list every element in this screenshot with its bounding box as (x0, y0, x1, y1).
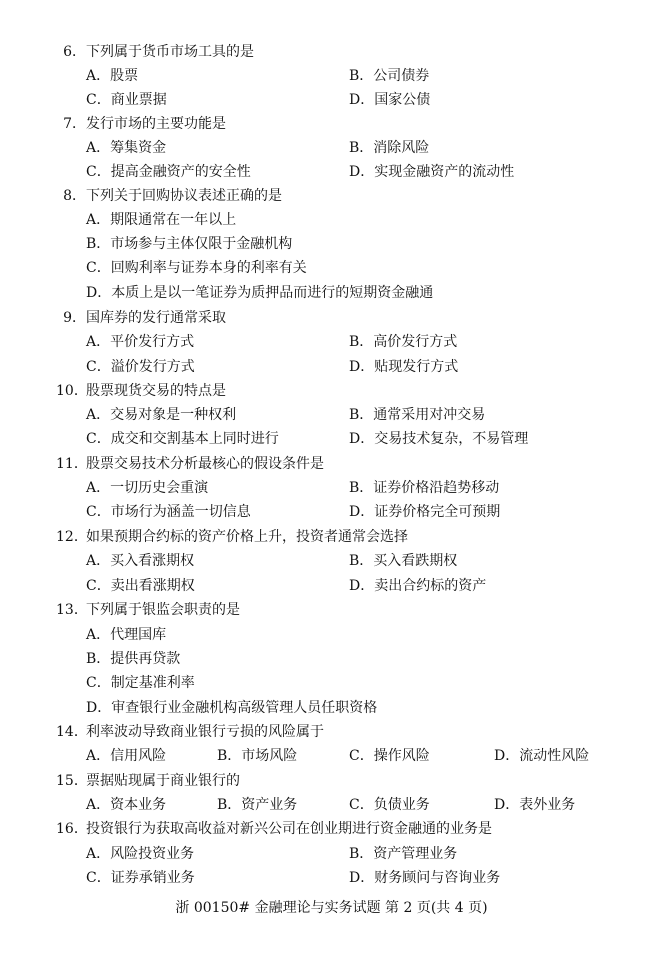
option-a: A．筹集资金 (86, 140, 167, 156)
question-text: 股票交易技术分析最核心的假设条件是 (86, 456, 324, 472)
option-c: C．证券承销业务 (86, 870, 195, 886)
question-number: 16． (56, 821, 88, 837)
option-d: D．交易技术复杂，不易管理 (349, 431, 529, 447)
question-number: 14． (56, 724, 88, 740)
option-c: C．操作风险 (349, 748, 430, 764)
option-a: A．期限通常在一年以上 (86, 212, 237, 228)
option-a: A．一切历史会重演 (86, 480, 209, 496)
option-d: D．实现金融资产的流动性 (349, 164, 515, 180)
option-b: B．通常采用对冲交易 (349, 407, 486, 423)
question-8 (56, 186, 282, 206)
question-number: 8． (63, 188, 86, 204)
option-c: C．卖出看涨期权 (86, 578, 195, 594)
question-7 (56, 114, 226, 134)
option-b: B．证券价格沿趋势移动 (349, 480, 500, 496)
question-text: 下列属于银监会职责的是 (86, 602, 240, 618)
option-a: A．风险投资业务 (86, 846, 195, 862)
option-b: B．买入看跌期权 (349, 553, 458, 569)
option-a: A．买入看涨期权 (86, 553, 195, 569)
option-d: D．财务顾问与咨询业务 (349, 870, 501, 886)
option-a: A．代理国库 (86, 627, 167, 643)
option-d: D．卖出合约标的资产 (349, 578, 487, 594)
question-text: 下列属于货币市场工具的是 (86, 44, 254, 60)
question-9 (56, 308, 226, 328)
question-text: 如果预期合约标的资产价格上升，投资者通常会选择 (86, 529, 408, 545)
option-d: D．国家公债 (349, 92, 431, 108)
option-d: D．本质上是以一笔证券为质押品而进行的短期资金融通 (86, 285, 434, 301)
question-text: 股票现货交易的特点是 (86, 383, 226, 399)
option-b: B．市场参与主体仅限于金融机构 (86, 236, 293, 252)
option-c: C．成交和交割基本上同时进行 (86, 431, 279, 447)
option-c: C．负债业务 (349, 797, 430, 813)
option-d: D．审查银行业金融机构高级管理人员任职资格 (86, 700, 378, 716)
option-c: C．溢价发行方式 (86, 359, 195, 375)
question-number: 6． (63, 44, 86, 60)
question-text: 国库券的发行通常采取 (86, 310, 226, 326)
option-b: B．高价发行方式 (349, 334, 458, 350)
option-c: C．制定基准利率 (86, 675, 195, 691)
question-number: 15． (56, 773, 88, 789)
question-text: 发行市场的主要功能是 (86, 116, 226, 132)
question-15 (56, 771, 240, 791)
question-text: 下列关于回购协议表述正确的是 (86, 188, 282, 204)
question-13 (56, 600, 240, 620)
question-number: 9． (63, 310, 86, 326)
option-d: D．证券价格完全可预期 (349, 504, 501, 520)
question-number: 10． (56, 383, 88, 399)
option-b: B．消除风险 (349, 140, 430, 156)
option-d: D．表外业务 (494, 797, 576, 813)
option-a: A．交易对象是一种权利 (86, 407, 237, 423)
question-12 (56, 527, 408, 547)
question-11 (56, 454, 324, 474)
question-number: 7． (63, 116, 86, 132)
option-b: B．资产业务 (217, 797, 298, 813)
option-c: C．市场行为涵盖一切信息 (86, 504, 251, 520)
option-d: D．贴现发行方式 (349, 359, 459, 375)
option-b: B．公司债券 (349, 68, 430, 84)
question-10 (56, 381, 226, 401)
option-a: A．平价发行方式 (86, 334, 195, 350)
question-16 (56, 819, 492, 839)
option-a: A．股票 (86, 68, 139, 84)
option-a: A．信用风险 (86, 748, 167, 764)
option-d: D．流动性风险 (494, 748, 590, 764)
option-c: C．商业票据 (86, 92, 167, 108)
question-number: 13． (56, 602, 88, 618)
option-b: B．提供再贷款 (86, 651, 181, 667)
question-text: 票据贴现属于商业银行的 (86, 773, 240, 789)
question-number: 12． (56, 529, 88, 545)
question-text: 投资银行为获取高收益对新兴公司在创业期进行资金融通的业务是 (86, 821, 492, 837)
question-14 (56, 722, 324, 742)
question-number: 11． (56, 456, 88, 472)
option-b: B．市场风险 (217, 748, 298, 764)
question-6 (56, 42, 254, 62)
option-c: C．提高金融资产的安全性 (86, 164, 251, 180)
page-footer: 浙 00150# 金融理论与实务试题 第 2 页(共 4 页) (175, 900, 488, 916)
option-a: A．资本业务 (86, 797, 167, 813)
option-b: B．资产管理业务 (349, 846, 458, 862)
option-c: C．回购利率与证券本身的利率有关 (86, 260, 307, 276)
question-text: 利率波动导致商业银行亏损的风险属于 (86, 724, 324, 740)
